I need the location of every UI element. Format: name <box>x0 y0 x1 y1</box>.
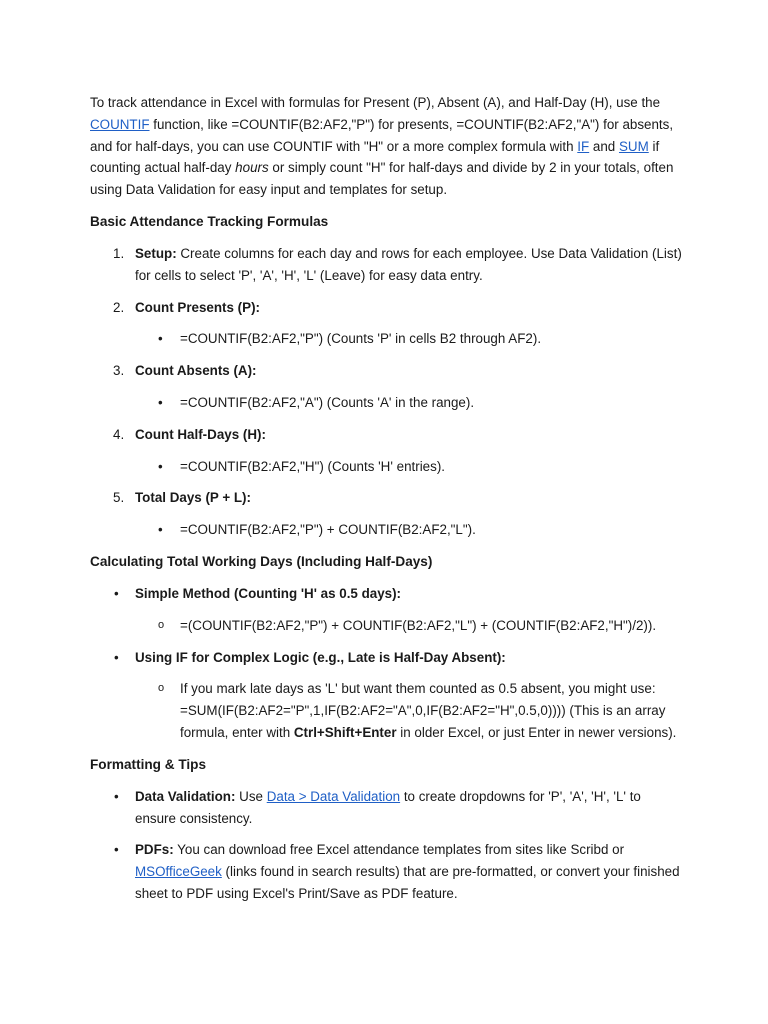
numbered-item-halfdays <box>90 424 682 446</box>
item-label: Count Absents (A): <box>135 363 257 379</box>
bullet-item-simple <box>90 583 682 605</box>
item-text: You can download free Excel attendance templates from sites like Scribd or <box>173 842 625 858</box>
item-label: Simple Method (Counting 'H' as 0.5 days): <box>135 585 402 601</box>
sum-link[interactable]: SUM <box>618 138 649 154</box>
data-validation-link[interactable]: Data > Data Validation <box>266 788 401 804</box>
document-body <box>90 92 682 915</box>
item-number: 3. <box>113 363 125 379</box>
section-heading-basic: Basic Attendance Tracking Formulas <box>90 213 329 229</box>
item-label: Count Presents (P): <box>135 299 260 315</box>
item-text: Use <box>235 788 267 804</box>
bullet-item <box>90 519 682 541</box>
item-label: Using IF for Complex Logic (e.g., Late is Half-Day Absent): <box>135 649 506 665</box>
bullet-dot: • <box>158 458 163 474</box>
item-label: Count Half-Days (H): <box>135 426 266 442</box>
bullet-item-pdfs <box>90 839 682 904</box>
numbered-item-presents <box>90 297 682 319</box>
formula-text: =COUNTIF(B2:AF2,"H") (Counts 'H' entries). <box>180 458 446 474</box>
intro-text: if counting actual half-day <box>90 138 660 176</box>
item-label: PDFs: <box>135 842 174 858</box>
item-text: Create columns for each day and rows for each employee. Use Data Validation (List) for cells to select 'P', 'A', 'H', 'L' (Leave) for easy data entry. <box>135 245 682 283</box>
section-heading-formatting: Formatting & Tips <box>90 756 207 772</box>
item-number: 2. <box>113 299 125 315</box>
bullet-dot: • <box>114 788 119 804</box>
item-number: 5. <box>113 490 125 506</box>
item-text: (links found in search results) that are pre-formatted, or convert your finished sheet to PDF using Excel's Print/Save as PDF feature. <box>135 864 680 901</box>
intro-paragraph <box>90 92 682 201</box>
bullet-dot: • <box>158 394 163 410</box>
bullet-item <box>90 328 682 350</box>
intro-text: function, like =COUNTIF(B2:AF2,"P") for presents, =COUNTIF(B2:AF2,"A") for absents, and for half-days, you can use COUNTIF with "H" or a more complex formula with <box>90 116 674 154</box>
item-label: Data Validation: <box>135 788 236 804</box>
numbered-item-setup <box>90 243 682 287</box>
bullet-dot: • <box>158 331 163 347</box>
formula-text: =COUNTIF(B2:AF2,"P") + COUNTIF(B2:AF2,"L"). <box>180 522 476 538</box>
intro-text: To track attendance in Excel with formulas for Present (P), Absent (A), and Half-Day (H), use the <box>90 95 661 110</box>
formula-text: =COUNTIF(B2:AF2,"A") (Counts 'A' in the range). <box>180 394 475 410</box>
item-label: Total Days (P + L): <box>135 490 251 506</box>
bullet-dot: • <box>114 842 119 858</box>
msofficegeek-link[interactable]: MSOfficeGeek <box>135 864 222 880</box>
intro-text: and <box>589 138 619 154</box>
bullet-item <box>90 456 682 478</box>
bullet-item-data-validation <box>90 786 682 830</box>
formula-text: =(COUNTIF(B2:AF2,"P") + COUNTIF(B2:AF2,"L") + (COUNTIF(B2:AF2,"H")/2)). <box>180 617 657 633</box>
bullet-item <box>90 392 682 414</box>
sub-bullet-item <box>90 615 682 637</box>
item-label: Setup: <box>135 245 177 261</box>
numbered-item-absents <box>90 360 682 382</box>
item-text: in older Excel, or just Enter in newer versions). <box>396 724 677 740</box>
bullet-item-if-logic <box>90 647 682 669</box>
item-number: 4. <box>113 426 125 442</box>
countif-link[interactable]: COUNTIF <box>90 116 150 132</box>
formula-text: =COUNTIF(B2:AF2,"P") (Counts 'P' in cells B2 through AF2). <box>180 331 542 347</box>
numbered-item-total <box>90 487 682 509</box>
item-text: to create dropdowns for 'P', 'A', 'H', 'L' to ensure consistency. <box>135 788 641 826</box>
shortcut-text: Ctrl+Shift+Enter <box>293 724 397 740</box>
bullet-dot: • <box>114 649 119 665</box>
intro-emphasis: hours <box>235 160 269 176</box>
sub-bullet-item <box>90 678 682 743</box>
item-number: 1. <box>113 245 125 261</box>
bullet-circle: o <box>158 682 165 695</box>
bullet-dot: • <box>158 522 163 538</box>
item-text: If you mark late days as 'L' but want them counted as 0.5 absent, you might use: =SUM(IF(B2:AF2="P",1,IF(B2:AF2="A",0,IF(B2:AF2="H",0.5,0)))) (This is an array formula, enter with <box>180 681 666 740</box>
section-heading-working-days: Calculating Total Working Days (Including Half-Days) <box>90 553 433 569</box>
if-link[interactable]: IF <box>577 138 590 154</box>
bullet-dot: • <box>114 585 119 601</box>
bullet-circle: o <box>158 618 165 631</box>
intro-text: or simply count "H" for half-days and divide by 2 in your totals, often using Data Validation for easy input and templates for setup. <box>90 160 674 198</box>
